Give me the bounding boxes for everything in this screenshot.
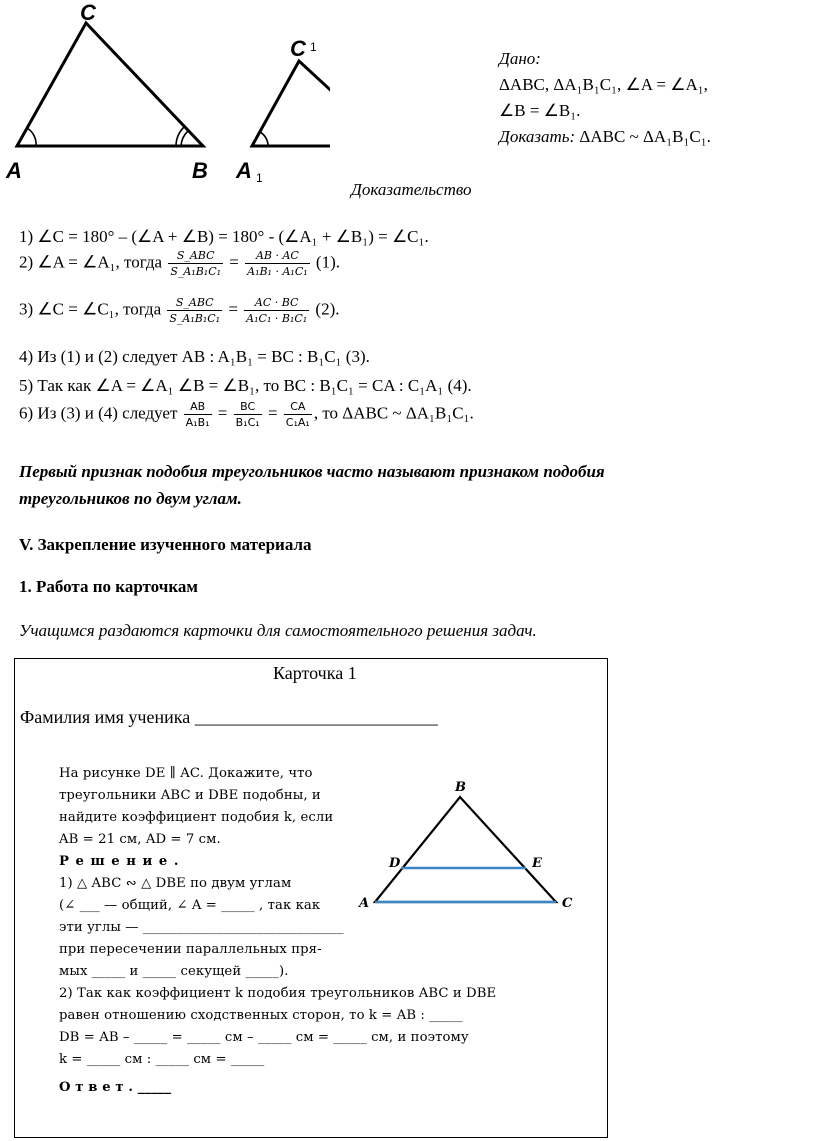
task-text: На рисунке DE ∥ AC. Докажите, что треугольники ABC и DBE подобны, и найдите коэффициент подобия k, если AB = 21 см, AD = 7 см. Р е ш е н и е . 1) △ ABC ∾ △ DBE по двум углам (∠ ___ — общий, ∠ A = _____ , так как эти углы — ______________________________ при пересечении параллельных пря- мых _____ и _____ секущей _____). 2) Так как коэффициент k подобия треугольников ABC и DBE равен отношению сходственных сторон, то k = AB : _____ DB = AB – _____ = _____ см – _____ см = _____ см, и поэтому k = _____ см : _____ см = _____ О т в е т . _____ [59,766,497,1095]
svg-text:C: C [562,896,573,911]
card-box [14,658,608,1138]
triangle-a1b1c1 [252,61,330,146]
triangle-abc [17,23,203,146]
fraction: $\frac{AB \cdot AC}{\text{A₁B₁ · A₁C₁}}$ [247,249,308,278]
given-line2: ∠B = ∠B₁. [499,101,581,120]
label-C1: C [290,36,306,61]
note-line-1: Первый признак подобия треугольников часто называют признаком подобия [19,462,605,481]
fraction: $\frac{AC \cdot BC}{\text{A₁C₁ · B₁C₁}}$ [246,296,308,325]
svg-text:1: 1 [310,40,317,54]
instruction: Учащимся раздаются карточки для самостоятельного решения задач. [19,621,537,640]
note-line-2: треугольников по двум углам. [19,489,242,508]
angle-a1-arc [260,132,268,146]
card-figure [355,779,585,919]
card-title: Карточка 1 [273,663,357,683]
svg-text:1: 1 [256,171,263,185]
label-C: C [80,0,96,25]
proof-step-6: 6) Из (3) и (4) следует $\frac{AB}{\text{A₁B₁}}$ = $\frac{BC}{\text{B₁C₁}}$ = $\frac{CA}{\text{C₁A₁}}$ , то ΔABC ~ ΔA₁B₁C₁. [19,400,474,429]
angle-b-arc1 [181,131,188,146]
proof-step-2: 2) ∠A = ∠A₁, тогда $\frac{\text{S\_ABC}}{\text{S\_A₁B₁C₁}}$ = $\frac{AB \cdot AC}{\text{A₁B₁ · A₁C₁}}$ (1). [19,249,340,278]
angle-a-arc [27,128,36,146]
fraction: $\frac{\text{S\_ABC}}{\text{S\_A₁B₁C₁}}$ [170,249,222,278]
label-B: B [192,158,208,183]
given-block [499,46,711,150]
card-triangle [375,797,556,902]
fraction: $\frac{CA}{\text{C₁A₁}}$ [285,400,310,429]
fraction: $\frac{BC}{\text{B₁C₁}}$ [235,400,260,429]
svg-text:A: A [359,896,370,911]
student-name-line[interactable]: Фамилия имя ученика ___________________________ [20,707,438,727]
subsection-heading: 1. Работа по карточкам [19,577,198,596]
proof-step-3: 3) ∠C = ∠C₁, тогда $\frac{\text{S\_ABC}}{\text{S\_A₁B₁C₁}}$ = $\frac{AC \cdot BC}{\text{A₁C₁ · B₁C₁}}$ (2). [19,296,340,325]
fraction: $\frac{\text{S\_ABC}}{\text{S\_A₁B₁C₁}}$ [169,296,221,325]
proof-step-1: 1) ∠C = 180° – (∠A + ∠B) = 180° - (∠A₁ + ∠B₁) = ∠C₁. [19,227,429,246]
given-title: Дано: [499,49,541,68]
triangles-figure [0,0,330,190]
label-A1: A [236,158,252,183]
section-heading: V. Закрепление изученного материала [19,535,312,554]
svg-text:B: B [455,780,466,795]
proof-step-5: 5) Так как ∠A = ∠A₁ ∠B = ∠B₁, то BC : B₁C₁ = CA : C₁A₁ (4). [19,376,472,395]
proof-heading: Доказательство [351,180,472,199]
proof-step-4: 4) Из (1) и (2) следует AB : A₁B₁ = BC : B₁C₁ (3). [19,347,370,366]
svg-text:D: D [389,856,401,871]
fraction: $\frac{AB}{\text{A₁B₁}}$ [185,400,210,429]
given-line1: ΔABC, ΔA₁B₁C₁, ∠A = ∠A₁, [499,75,708,94]
label-A: A [6,158,22,183]
svg-text:E: E [532,856,542,871]
prove-line: Доказать: ΔABC ~ ΔA₁B₁C₁. [499,127,711,146]
